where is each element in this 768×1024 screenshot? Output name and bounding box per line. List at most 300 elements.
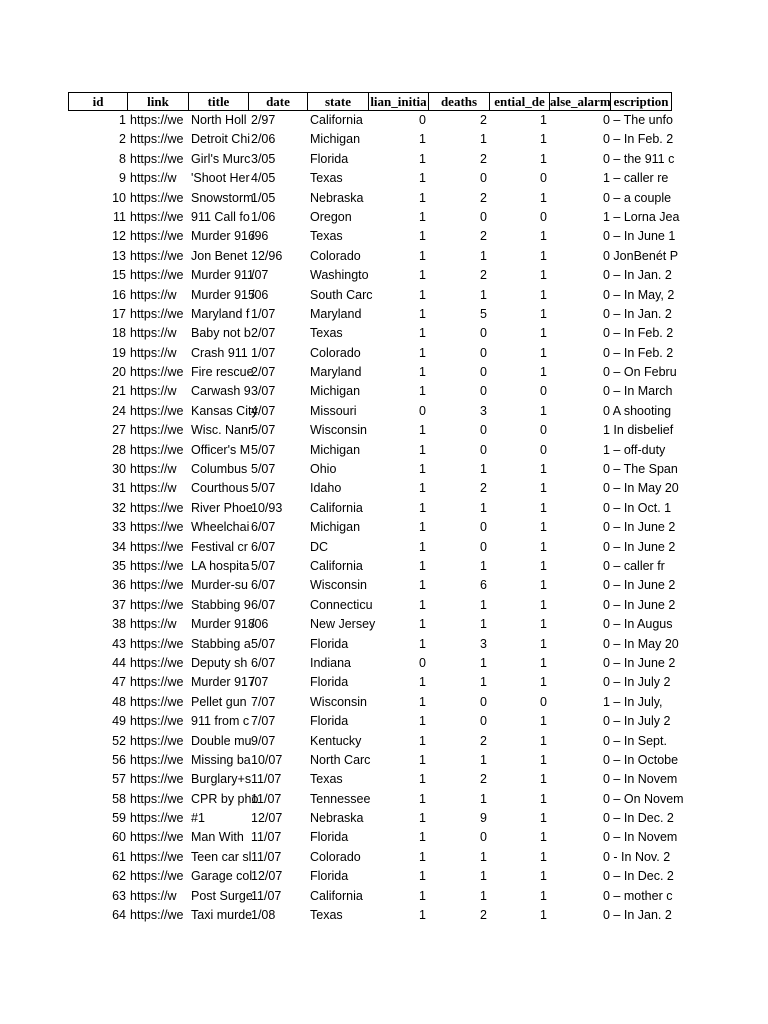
cell-false-alarm-description[interactable]: 0 – On Febru (603, 365, 677, 380)
cell-deaths[interactable]: 2 (480, 190, 487, 205)
cell-false-alarm-description[interactable]: 0 – In June 2 (603, 539, 676, 554)
cell-id[interactable]: 48 (112, 694, 126, 709)
cell-link[interactable]: https://w (130, 326, 177, 341)
cell-link[interactable]: https://we (130, 500, 184, 515)
cell-civilian-initiated[interactable]: 1 (419, 597, 426, 612)
cell-civilian-initiated[interactable]: 1 (419, 442, 426, 457)
cell-false-alarm-description[interactable]: 0 – On Novem (603, 791, 684, 806)
cell-potential-death[interactable]: 1 (540, 481, 547, 496)
cell-title[interactable]: Murder 915 (191, 287, 255, 302)
cell-potential-death[interactable]: 1 (540, 190, 547, 205)
cell-link[interactable]: https://we (130, 811, 184, 826)
cell-id[interactable]: 17 (112, 306, 126, 321)
cell-title[interactable]: North Holl (191, 113, 247, 127)
cell-civilian-initiated[interactable]: 1 (419, 151, 426, 166)
cell-link[interactable]: https://we (130, 849, 184, 864)
cell-deaths[interactable]: 0 (480, 830, 487, 845)
cell-id[interactable]: 19 (112, 345, 126, 360)
cell-link[interactable]: https://we (130, 675, 184, 690)
cell-civilian-initiated[interactable]: 1 (419, 326, 426, 341)
cell-title[interactable]: Post Surge (191, 888, 253, 903)
cell-civilian-initiated[interactable]: 1 (419, 365, 426, 380)
cell-civilian-initiated[interactable]: 1 (419, 171, 426, 186)
cell-title[interactable]: 911 Call fo (191, 209, 250, 224)
cell-potential-death[interactable]: 1 (540, 151, 547, 166)
cell-title[interactable]: 'Shoot Her (191, 171, 250, 186)
cell-link[interactable]: https://we (130, 151, 184, 166)
cell-deaths[interactable]: 2 (480, 229, 487, 244)
cell-title[interactable]: Snowstorm (191, 190, 254, 205)
cell-deaths[interactable]: 1 (480, 287, 487, 302)
cell-state[interactable]: Ohio (310, 462, 337, 477)
cell-state[interactable]: Michigan (310, 384, 361, 399)
cell-potential-death[interactable]: 1 (540, 462, 547, 477)
cell-date[interactable]: 10/07 (251, 752, 283, 767)
cell-potential-death[interactable]: 1 (540, 520, 547, 535)
cell-state[interactable]: Tennessee (310, 791, 371, 806)
cell-id[interactable]: 10 (112, 190, 126, 205)
cell-title[interactable]: Burglary+s (191, 772, 252, 787)
cell-civilian-initiated[interactable]: 1 (419, 578, 426, 593)
cell-state[interactable]: Nebraska (310, 190, 364, 205)
cell-state[interactable]: Indiana (310, 655, 352, 670)
cell-date[interactable]: 3/07 (251, 384, 276, 399)
cell-deaths[interactable]: 2 (480, 908, 487, 923)
cell-false-alarm-description[interactable]: 0 – In June 1 (603, 229, 676, 244)
cell-civilian-initiated[interactable]: 1 (419, 481, 426, 496)
cell-date[interactable]: /06 (251, 617, 269, 632)
cell-link[interactable]: https://we (130, 268, 184, 283)
cell-deaths[interactable]: 3 (480, 636, 487, 651)
cell-civilian-initiated[interactable]: 1 (419, 869, 426, 884)
cell-title[interactable]: Missing ba (191, 752, 251, 767)
cell-title[interactable]: River Phoe (191, 500, 253, 515)
cell-false-alarm-description[interactable]: 0 – In Oct. 1 (603, 500, 672, 515)
cell-civilian-initiated[interactable]: 1 (419, 675, 426, 690)
cell-civilian-initiated[interactable]: 1 (419, 811, 426, 826)
header-civilian-initiated[interactable]: lian_initia (369, 92, 429, 111)
cell-deaths[interactable]: 0 (480, 326, 487, 341)
cell-potential-death[interactable]: 1 (540, 849, 547, 864)
cell-potential-death[interactable]: 1 (540, 558, 547, 573)
cell-id[interactable]: 47 (112, 675, 126, 690)
cell-deaths[interactable]: 3 (480, 403, 487, 418)
cell-date[interactable]: 6/07 (251, 520, 276, 535)
cell-state[interactable]: California (310, 113, 363, 127)
cell-id[interactable]: 49 (112, 714, 126, 729)
cell-link[interactable]: https://w (130, 481, 177, 496)
cell-false-alarm-description[interactable]: 0 - In Nov. 2 (603, 849, 671, 864)
cell-date[interactable]: 5/07 (251, 481, 276, 496)
cell-date[interactable]: /07 (251, 268, 269, 283)
cell-civilian-initiated[interactable]: 1 (419, 268, 426, 283)
cell-deaths[interactable]: 1 (480, 462, 487, 477)
cell-title[interactable]: Festival cr (191, 539, 248, 554)
cell-date[interactable]: 5/07 (251, 423, 276, 438)
cell-state[interactable]: Maryland (310, 365, 362, 380)
cell-link[interactable]: https://we (130, 365, 184, 380)
cell-deaths[interactable]: 2 (480, 481, 487, 496)
cell-false-alarm-description[interactable]: 0 – In July 2 (603, 675, 671, 690)
cell-potential-death[interactable]: 1 (540, 229, 547, 244)
cell-potential-death[interactable]: 1 (540, 733, 547, 748)
cell-deaths[interactable]: 2 (480, 268, 487, 283)
cell-false-alarm-description[interactable]: 0 – In Feb. 2 (603, 326, 674, 341)
cell-id[interactable]: 63 (112, 888, 126, 903)
cell-id[interactable]: 30 (112, 462, 126, 477)
cell-potential-death[interactable]: 0 (540, 171, 547, 186)
cell-title[interactable]: Kansas City (191, 403, 258, 418)
cell-civilian-initiated[interactable]: 1 (419, 190, 426, 205)
cell-link[interactable]: https://we (130, 306, 184, 321)
cell-potential-death[interactable]: 1 (540, 636, 547, 651)
cell-date[interactable]: 3/05 (251, 151, 276, 166)
cell-false-alarm-description[interactable]: 0 – In Jan. 2 (603, 268, 672, 283)
cell-title[interactable]: Stabbing 9 (191, 597, 251, 612)
cell-civilian-initiated[interactable]: 1 (419, 752, 426, 767)
cell-deaths[interactable]: 0 (480, 384, 487, 399)
cell-false-alarm-description[interactable]: 0 – In June 2 (603, 578, 676, 593)
cell-civilian-initiated[interactable]: 1 (419, 888, 426, 903)
cell-state[interactable]: Florida (310, 714, 349, 729)
cell-id[interactable]: 28 (112, 442, 126, 457)
cell-date[interactable]: 10/93 (251, 500, 283, 515)
cell-date[interactable]: 6/07 (251, 539, 276, 554)
cell-state[interactable]: Texas (310, 772, 343, 787)
cell-date[interactable]: 11/07 (251, 791, 282, 806)
cell-link[interactable]: https://we (130, 791, 184, 806)
cell-id[interactable]: 13 (112, 248, 126, 263)
cell-deaths[interactable]: 0 (480, 365, 487, 380)
cell-link[interactable]: https://we (130, 248, 184, 263)
cell-id[interactable]: 11 (113, 209, 126, 224)
cell-potential-death[interactable]: 1 (540, 248, 547, 263)
cell-link[interactable]: https://we (130, 578, 184, 593)
cell-id[interactable]: 27 (112, 423, 126, 438)
cell-title[interactable]: Wheelchai (191, 520, 250, 535)
cell-title[interactable]: Double mu (191, 733, 252, 748)
cell-date[interactable]: 11/07 (251, 888, 282, 903)
cell-deaths[interactable]: 1 (480, 617, 487, 632)
cell-potential-death[interactable]: 1 (540, 287, 547, 302)
cell-false-alarm-description[interactable]: 0 – In May 20 (603, 636, 679, 651)
cell-link[interactable]: https://we (130, 132, 184, 147)
cell-link[interactable]: https://we (130, 209, 184, 224)
cell-civilian-initiated[interactable]: 1 (419, 209, 426, 224)
header-false-alarm[interactable]: alse_alarm (550, 94, 611, 109)
cell-date[interactable]: 2/07 (251, 365, 276, 380)
cell-potential-death[interactable]: 1 (540, 811, 547, 826)
cell-id[interactable]: 35 (112, 558, 126, 573)
cell-id[interactable]: 58 (112, 791, 126, 806)
cell-deaths[interactable]: 1 (480, 655, 487, 670)
cell-title[interactable]: Officer's M (191, 442, 251, 457)
cell-false-alarm-description[interactable]: 1 – caller re (603, 171, 669, 186)
cell-state[interactable]: Michigan (310, 442, 361, 457)
cell-state[interactable]: California (310, 500, 363, 515)
cell-link[interactable]: https://we (130, 636, 184, 651)
cell-id[interactable]: 9 (119, 171, 126, 186)
cell-false-alarm-description[interactable]: 0 – In Feb. 2 (603, 132, 674, 147)
cell-deaths[interactable]: 0 (480, 345, 487, 360)
cell-false-alarm-description[interactable]: 0 – In May, 2 (603, 287, 675, 302)
cell-state[interactable]: Wisconsin (310, 578, 367, 593)
cell-id[interactable]: 24 (112, 403, 126, 418)
cell-link[interactable]: https://we (130, 423, 184, 438)
cell-state[interactable]: Colorado (310, 345, 361, 360)
cell-civilian-initiated[interactable]: 1 (419, 636, 426, 651)
cell-title[interactable]: Man With (191, 830, 244, 845)
cell-deaths[interactable]: 1 (480, 675, 487, 690)
cell-potential-death[interactable]: 1 (540, 403, 547, 418)
header-state[interactable]: state (308, 92, 369, 111)
cell-civilian-initiated[interactable]: 1 (419, 132, 426, 147)
cell-link[interactable]: https://we (130, 733, 184, 748)
cell-false-alarm-description[interactable]: 0 – In Jan. 2 (603, 908, 672, 923)
cell-title[interactable]: Fire rescue (191, 365, 254, 380)
cell-link[interactable]: https://we (130, 190, 184, 205)
cell-false-alarm-description[interactable]: 0 – The Span (603, 462, 678, 477)
cell-civilian-initiated[interactable]: 1 (419, 229, 426, 244)
cell-false-alarm-description[interactable]: 0 – In Feb. 2 (603, 345, 674, 360)
cell-false-alarm-description[interactable]: 0 – In May 20 (603, 481, 679, 496)
cell-deaths[interactable]: 1 (480, 888, 487, 903)
cell-false-alarm-description[interactable]: 0 A shooting (603, 403, 672, 418)
cell-false-alarm-description[interactable]: 0 – In March (603, 384, 673, 399)
cell-potential-death[interactable]: 1 (540, 772, 547, 787)
cell-civilian-initiated[interactable]: 1 (419, 462, 426, 477)
cell-deaths[interactable]: 2 (480, 151, 487, 166)
cell-potential-death[interactable]: 0 (540, 694, 547, 709)
cell-false-alarm-description[interactable]: 0 – In June 2 (603, 520, 676, 535)
cell-state[interactable]: Nebraska (310, 811, 364, 826)
header-title[interactable]: title (189, 92, 249, 111)
cell-title[interactable]: Taxi murde (191, 908, 253, 923)
cell-state[interactable]: New Jersey (310, 617, 376, 632)
cell-date[interactable]: 6/07 (251, 597, 276, 612)
cell-false-alarm-description[interactable]: 0 – In Novem (603, 830, 678, 845)
cell-link[interactable]: https://we (130, 558, 184, 573)
cell-deaths[interactable]: 2 (480, 733, 487, 748)
cell-date[interactable]: 5/07 (251, 462, 276, 477)
cell-title[interactable]: CPR by pho (191, 791, 259, 806)
cell-civilian-initiated[interactable]: 1 (419, 500, 426, 515)
cell-potential-death[interactable]: 1 (540, 578, 547, 593)
cell-potential-death[interactable]: 1 (540, 326, 547, 341)
cell-false-alarm-description[interactable]: 0 – a couple (603, 190, 672, 205)
cell-id[interactable]: 1 (119, 113, 126, 127)
cell-link[interactable]: https://we (130, 113, 184, 127)
cell-deaths[interactable]: 1 (480, 869, 487, 884)
cell-civilian-initiated[interactable]: 1 (419, 733, 426, 748)
cell-state[interactable]: Wisconsin (310, 423, 367, 438)
cell-date[interactable]: 6/07 (251, 578, 276, 593)
cell-civilian-initiated[interactable]: 1 (419, 539, 426, 554)
cell-id[interactable]: 60 (112, 830, 126, 845)
cell-link[interactable]: https://we (130, 520, 184, 535)
cell-state[interactable]: South Carc (310, 287, 373, 302)
cell-potential-death[interactable]: 0 (540, 442, 547, 457)
cell-potential-death[interactable]: 1 (540, 500, 547, 515)
cell-state[interactable]: Florida (310, 869, 349, 884)
cell-state[interactable]: Colorado (310, 248, 361, 263)
cell-state[interactable]: Texas (310, 171, 343, 186)
header-potential-death[interactable]: ential_de (490, 92, 550, 111)
cell-date[interactable]: 5/07 (251, 442, 276, 457)
cell-state[interactable]: Texas (310, 229, 343, 244)
cell-civilian-initiated[interactable]: 1 (419, 384, 426, 399)
cell-deaths[interactable]: 1 (480, 752, 487, 767)
cell-title[interactable]: Deputy sh (191, 655, 248, 670)
cell-civilian-initiated[interactable]: 1 (419, 908, 426, 923)
cell-link[interactable]: https://w (130, 345, 177, 360)
cell-potential-death[interactable]: 1 (540, 132, 547, 147)
cell-potential-death[interactable]: 1 (540, 365, 547, 380)
cell-date[interactable]: /07 (251, 675, 269, 690)
cell-potential-death[interactable]: 1 (540, 345, 547, 360)
cell-link[interactable]: https://we (130, 830, 184, 845)
cell-link[interactable]: https://we (130, 869, 184, 884)
cell-id[interactable]: 56 (112, 752, 126, 767)
cell-title[interactable]: Columbus (191, 462, 248, 477)
cell-date[interactable]: 1/07 (251, 345, 276, 360)
cell-date[interactable]: 12/07 (251, 869, 283, 884)
cell-date[interactable]: 2/97 (251, 113, 276, 127)
cell-potential-death[interactable]: 1 (540, 617, 547, 632)
cell-deaths[interactable]: 0 (480, 694, 487, 709)
cell-potential-death[interactable]: 1 (540, 306, 547, 321)
cell-deaths[interactable]: 1 (480, 597, 487, 612)
cell-date[interactable]: 12/07 (251, 811, 283, 826)
cell-false-alarm-description[interactable]: 0 – the 911 c (603, 151, 675, 166)
cell-link[interactable]: https://w (130, 462, 177, 477)
cell-potential-death[interactable]: 0 (540, 384, 547, 399)
cell-state[interactable]: California (310, 888, 363, 903)
cell-title[interactable]: Girl's Murc (191, 151, 251, 166)
cell-link[interactable]: https://we (130, 403, 184, 418)
cell-title[interactable]: Crash 911 (191, 345, 248, 360)
cell-deaths[interactable]: 1 (480, 500, 487, 515)
cell-title[interactable]: Teen car sl (191, 849, 252, 864)
cell-date[interactable]: 1/08 (251, 908, 276, 923)
cell-false-alarm-description[interactable]: 0 JonBenét P (603, 248, 679, 263)
cell-id[interactable]: 43 (112, 636, 126, 651)
cell-civilian-initiated[interactable]: 1 (419, 558, 426, 573)
cell-id[interactable]: 20 (112, 365, 126, 380)
cell-title[interactable]: Garage col (191, 869, 253, 884)
cell-civilian-initiated[interactable]: 1 (419, 287, 426, 302)
cell-civilian-initiated[interactable]: 1 (419, 306, 426, 321)
cell-potential-death[interactable]: 1 (540, 830, 547, 845)
header-link[interactable]: link (128, 92, 189, 111)
cell-link[interactable]: https://w (130, 617, 177, 632)
cell-link[interactable]: https://w (130, 384, 177, 399)
cell-title[interactable]: Maryland f (191, 306, 250, 321)
cell-title[interactable]: Murder-su (191, 578, 248, 593)
cell-civilian-initiated[interactable]: 0 (419, 403, 426, 418)
cell-potential-death[interactable]: 1 (540, 714, 547, 729)
cell-false-alarm-description[interactable]: 0 – In Jan. 2 (603, 306, 672, 321)
cell-id[interactable]: 52 (112, 733, 126, 748)
cell-id[interactable]: 59 (112, 811, 126, 826)
cell-state[interactable]: DC (310, 539, 329, 554)
cell-potential-death[interactable]: 1 (540, 268, 547, 283)
cell-id[interactable]: 32 (112, 500, 126, 515)
cell-id[interactable]: 2 (119, 132, 126, 147)
cell-title[interactable]: 911 from c (191, 714, 250, 729)
cell-false-alarm-description[interactable]: 0 – caller fr (603, 558, 665, 573)
cell-civilian-initiated[interactable]: 1 (419, 791, 426, 806)
cell-deaths[interactable]: 1 (480, 791, 487, 806)
cell-state[interactable]: Michigan (310, 132, 361, 147)
cell-potential-death[interactable]: 0 (540, 209, 547, 224)
cell-false-alarm-description[interactable]: 0 – In June 2 (603, 597, 676, 612)
cell-link[interactable]: https://w (130, 287, 177, 302)
cell-false-alarm-description[interactable]: 0 – mother c (603, 888, 673, 903)
cell-deaths[interactable]: 0 (480, 171, 487, 186)
cell-state[interactable]: Idaho (310, 481, 342, 496)
cell-deaths[interactable]: 2 (480, 772, 487, 787)
cell-date[interactable]: 2/07 (251, 326, 276, 341)
cell-link[interactable]: https://we (130, 229, 184, 244)
cell-id[interactable]: 57 (112, 772, 126, 787)
cell-id[interactable]: 21 (112, 384, 126, 399)
cell-id[interactable]: 44 (112, 655, 126, 670)
cell-id[interactable]: 33 (112, 520, 126, 535)
cell-deaths[interactable]: 1 (480, 132, 487, 147)
cell-title[interactable]: Murder 918 (191, 617, 255, 632)
cell-date[interactable]: 1/05 (251, 190, 276, 205)
cell-link[interactable]: https://we (130, 908, 184, 923)
cell-potential-death[interactable]: 0 (540, 423, 547, 438)
cell-potential-death[interactable]: 1 (540, 597, 547, 612)
cell-potential-death[interactable]: 1 (540, 539, 547, 554)
cell-deaths[interactable]: 1 (480, 558, 487, 573)
cell-state[interactable]: Oregon (310, 209, 352, 224)
cell-date[interactable]: 4/05 (251, 171, 276, 186)
cell-link[interactable]: https://we (130, 752, 184, 767)
cell-deaths[interactable]: 2 (480, 113, 487, 127)
cell-civilian-initiated[interactable]: 1 (419, 830, 426, 845)
cell-state[interactable]: Connecticu (310, 597, 373, 612)
cell-state[interactable]: Texas (310, 908, 343, 923)
cell-state[interactable]: North Carc (310, 752, 371, 767)
cell-date[interactable]: 11/07 (251, 772, 282, 787)
cell-link[interactable]: https://we (130, 772, 184, 787)
cell-id[interactable]: 31 (112, 481, 126, 496)
cell-date[interactable]: 12/96 (251, 248, 283, 263)
cell-false-alarm-description[interactable]: 0 – In Novem (603, 772, 678, 787)
cell-false-alarm-description[interactable]: 0 – In June 2 (603, 655, 676, 670)
cell-potential-death[interactable]: 1 (540, 113, 547, 127)
header-date[interactable]: date (249, 92, 308, 111)
cell-id[interactable]: 16 (112, 287, 126, 302)
cell-false-alarm-description[interactable]: 0 – In Augus (603, 617, 673, 632)
cell-deaths[interactable]: 1 (480, 849, 487, 864)
cell-id[interactable]: 34 (112, 539, 126, 554)
cell-link[interactable]: https://we (130, 714, 184, 729)
cell-civilian-initiated[interactable]: 1 (419, 423, 426, 438)
cell-id[interactable]: 12 (112, 229, 126, 244)
cell-civilian-initiated[interactable]: 1 (419, 772, 426, 787)
header-description[interactable]: escription (611, 92, 672, 111)
cell-date[interactable]: 6/07 (251, 655, 276, 670)
cell-potential-death[interactable]: 1 (540, 752, 547, 767)
cell-state[interactable]: Florida (310, 675, 349, 690)
cell-deaths[interactable]: 0 (480, 714, 487, 729)
cell-id[interactable]: 62 (112, 869, 126, 884)
cell-civilian-initiated[interactable]: 0 (419, 113, 426, 127)
